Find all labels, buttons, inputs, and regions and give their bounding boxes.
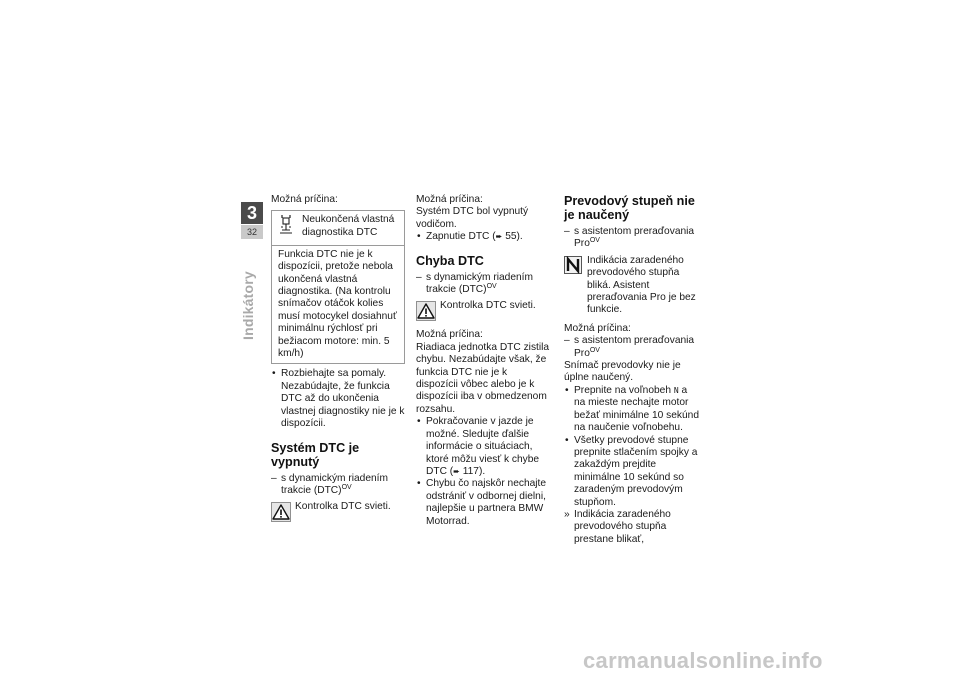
- warning-text: Kontrolka DTC svieti.: [295, 501, 391, 513]
- list-item: – s asistentom preraďovania Pro$^{OV}$: [564, 335, 699, 360]
- list-item: • Pokračovanie v jazde je možné. Sledujte ďalšie informácie o situáciach, ktoré môžu viesť k chybe DTC (➨ 117).: [416, 416, 551, 478]
- section-heading: Systém DTC je vypnutý: [271, 440, 360, 469]
- info-table-row: [272, 211, 404, 245]
- possible-cause-label: Možná príčina:: [564, 322, 631, 334]
- table-cell-text: Funkcia DTC nie je k dispozícii, pretože nebola ukončená vlastná diagnostika. (Na kontrolu snímačov otáčok kolies musí motocykel dosiahnuť minimálnu rýchlosť pri bežiacom motore: min. 5 km/h): [278, 248, 397, 360]
- option-superscript: OV: [589, 237, 600, 245]
- section-heading: Prevodový stupeň nie je naučený: [564, 194, 695, 222]
- possible-cause-label: Možná príčina:: [271, 194, 338, 205]
- possible-cause-label: Možná príčina:: [416, 329, 483, 341]
- paragraph: Systém DTC bol vypnutý vodičom.: [416, 206, 529, 230]
- paragraph: Riadiaca jednotka DTC zistila chybu. Nezabúdajte však, že funkcia DTC nie je k dispozícii vôbec alebo je k dispozícii iba v obmedzenom rozsahu.: [416, 341, 550, 415]
- list-item: • Všetky prevodové stupne prepnite stlačením spojky a zakaždým prejdite minimálne 10 sekúnd so zaradeným prevodovým stupňom.: [564, 435, 699, 509]
- list-item: – s dynamickým riadením trakcie (DTC)$^{OV}$: [416, 272, 551, 297]
- paragraph: Snímač prevodovky nie je úplne naučený.: [564, 360, 681, 384]
- page-reference-arrow-icon: ➨: [453, 466, 460, 476]
- option-superscript: OV: [589, 346, 600, 354]
- neutral-gear-symbol: N: [673, 385, 679, 395]
- column-3: [564, 194, 699, 546]
- warning-row: [416, 300, 551, 321]
- list-item: • Zapnutie DTC (➨ 55).: [416, 231, 551, 243]
- info-table: [271, 210, 405, 364]
- page-reference-arrow-icon: ➨: [495, 232, 503, 242]
- option-superscript: OV: [341, 483, 352, 491]
- list-item: – s dynamickým riadením trakcie (DTC)$^{OV}$: [271, 473, 405, 498]
- warning-triangle-icon: [271, 502, 291, 522]
- neutral-indicator-row: [564, 255, 699, 317]
- section-heading: Chyba DTC: [416, 253, 484, 268]
- table-cell-text: Neukončená vlastná diagnostika DTC: [302, 214, 395, 238]
- result-item: » Indikácia zaradeného prevodového stupňa prestane blikať,: [564, 509, 699, 546]
- list-item: • Prepnite na voľnobeh N a na mieste nechajte motor bežať minimálne 10 sekúnd na naučenie voľnobehu.: [564, 385, 699, 435]
- watermark: carmanualsonline.info: [583, 648, 823, 673]
- chapter-number: 3: [241, 202, 263, 224]
- page-number: 32: [241, 225, 263, 239]
- warning-row: [271, 501, 405, 522]
- column-1: [271, 194, 405, 522]
- option-superscript: OV: [486, 283, 497, 291]
- warning-triangle-icon: [416, 301, 436, 321]
- column-2: [416, 194, 551, 528]
- list-item: – s asistentom preraďovania Pro$^{OV}$: [564, 226, 699, 251]
- chapter-title: Indikátory: [240, 271, 256, 340]
- neutral-n-icon: [564, 256, 582, 274]
- chapter-side-tab: [238, 258, 258, 378]
- possible-cause-label: Možná príčina:: [416, 194, 483, 205]
- indicator-text: Indikácia zaradeného prevodového stupňa bliká. Asistent preraďovania Pro je bez funkcie.: [587, 254, 696, 316]
- warning-text: Kontrolka DTC svieti.: [440, 300, 536, 312]
- list-item: • Rozbiehajte sa pomaly. Nezabúdajte, že funkcia DTC až do ukončenia vlastnej diagnostiky nie je k dispozícii.: [271, 368, 405, 430]
- list-item: • Chybu čo najskôr nechajte odstrániť v odbornej dielni, najlepšie u partnera BMW Motorrad.: [416, 478, 551, 528]
- diagnostic-lamp-icon: [278, 214, 296, 240]
